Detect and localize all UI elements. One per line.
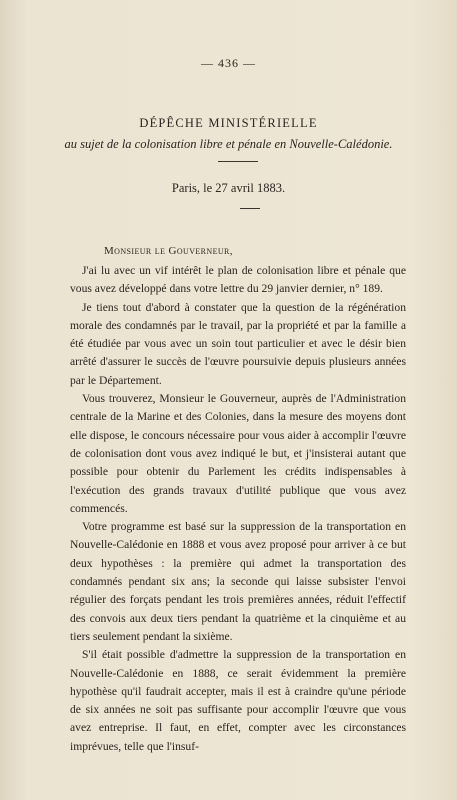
paragraph: J'ai lu avec un vif intérêt le plan de colonisation libre et pénale que vous avez développé dans votre lettre du 29 janvier dernier, n° 189. <box>70 264 406 296</box>
paragraph: Vous trouverez, Monsieur le Gouverneur, auprès de l'Administration centrale de la Marine et des Colonies, dans la mesure des moyens dont elle dispose, le concours nécessaire pour vous aider à accomplir l'œuvre de colonisation dont vous avez indiqué le but, et j'insisterai autant que possible pour obtenir du Parlement les crédits indispensables à l'exécution des grands travaux d'utilité publique que vous avez commencés. <box>70 392 406 515</box>
paragraph: S'il était possible d'admettre la suppression de la transportation en Nouvelle-Calédonie en 1888, ce serait évidemment la première hypothèse qu'il faudrait accepter, mais il est à craindre qu'une période de six années ne soit pas suffisante pour accomplir l'œuvre que vous avez entreprise. Il faut, en effet, compter avec les circonstances imprévues, telle que l'insuf- <box>70 648 406 753</box>
dateline: Paris, le 27 avril 1883. <box>171 181 286 195</box>
paragraph: Je tiens tout d'abord à constater que la question de la régénération morale des condamnés par le travail, par la propriété et par la famille a été étudiée par vous avec un soin tout particulier et avec le désir bien arrêté d'assurer le succès de l'œuvre poursuivie depuis plusieurs années par le Département. <box>70 300 406 387</box>
letter-body <box>70 262 406 756</box>
salutation: Monsieur le Gouverneur, <box>104 245 233 257</box>
title-divider <box>218 161 258 162</box>
page-number: — 436 — <box>201 56 256 70</box>
paragraph: Votre programme est basé sur la suppression de la transportation en Nouvelle-Calédonie en 1888 et vous avez proposé pour arriver à ce but deux hypothèses : la première qui admet la transportation des condamnés pendant six ans; la seconde qui laisse subsister l'envoi régulier des forçats pendant les trois premières années, réduit l'effectif des convois aux deux tiers pendant la quatrième et la cinquième et au tiers seulement pendant la sixième. <box>70 520 406 643</box>
document-subtitle: au sujet de la colonisation libre et pénale en Nouvelle-Calédonie. <box>64 137 393 151</box>
dateline-divider <box>240 208 260 209</box>
document-title: DÉPÊCHE MINISTÉRIELLE <box>139 116 318 130</box>
